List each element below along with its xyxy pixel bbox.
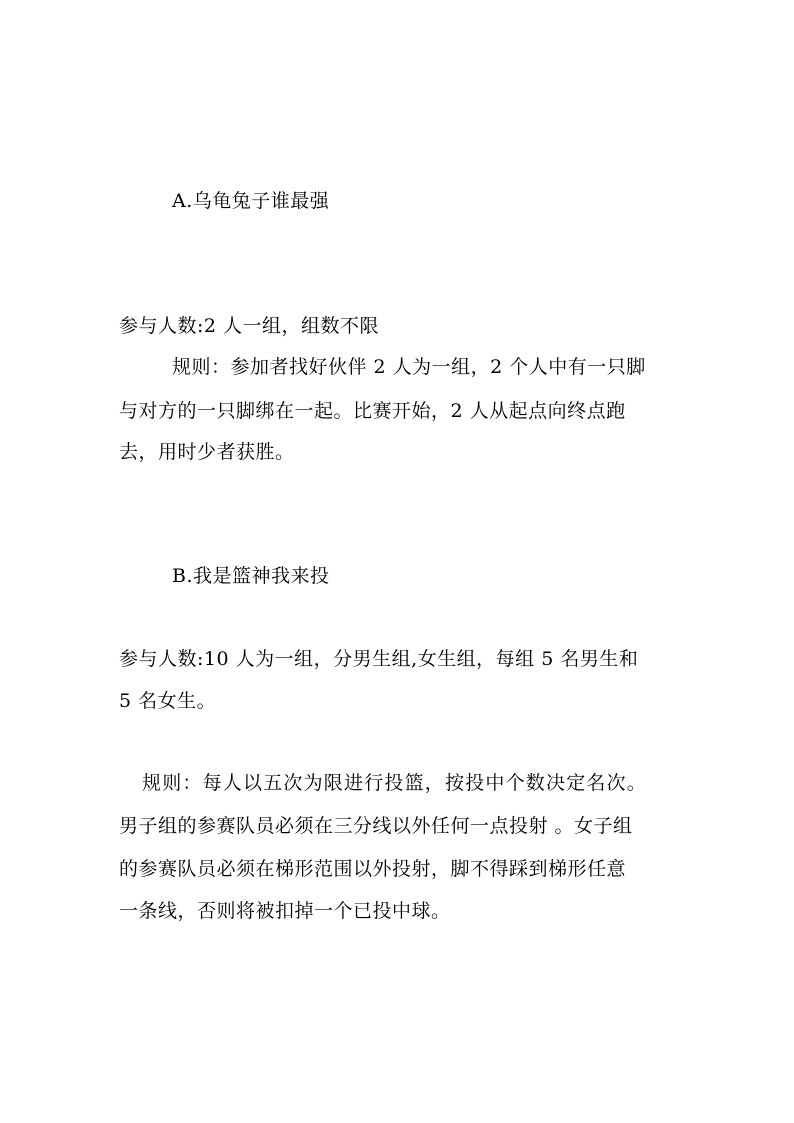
section-a-rules-line: 规则：参加者找好伙伴 2 人为一组，2 个人中有一只脚: [172, 356, 646, 378]
section-a-participants: 参与人数:2 人一组，组数不限: [119, 315, 380, 337]
section-a-rules-line: 去，用时少者获胜。: [119, 441, 295, 463]
section-b-title: B.我是篮神我来投: [172, 565, 330, 587]
section-b-participants-line: 参与人数:10 人为一组，分男生组,女生组，每组 5 名男生和: [119, 648, 639, 670]
section-b-participants-line: 5 名女生。: [119, 690, 217, 712]
section-b-rules-line: 的参赛队员必须在梯形范围以外投射，脚不得踩到梯形任意: [119, 858, 627, 880]
section-b-rules-line: 一条线，否则将被扣掉一个已投中球。: [119, 900, 451, 922]
section-a-title: A.乌龟兔子谁最强: [172, 190, 330, 212]
section-b-rules-line: 男子组的参赛队员必须在三分线以外任何一点投射 。女子组: [119, 815, 633, 837]
section-b-rules-line: 规则：每人以五次为限进行投篮，按投中个数决定名次。: [142, 772, 648, 794]
section-a-rules-line: 与对方的一只脚绑在一起。比赛开始，2 人从起点向终点跑: [119, 400, 626, 422]
